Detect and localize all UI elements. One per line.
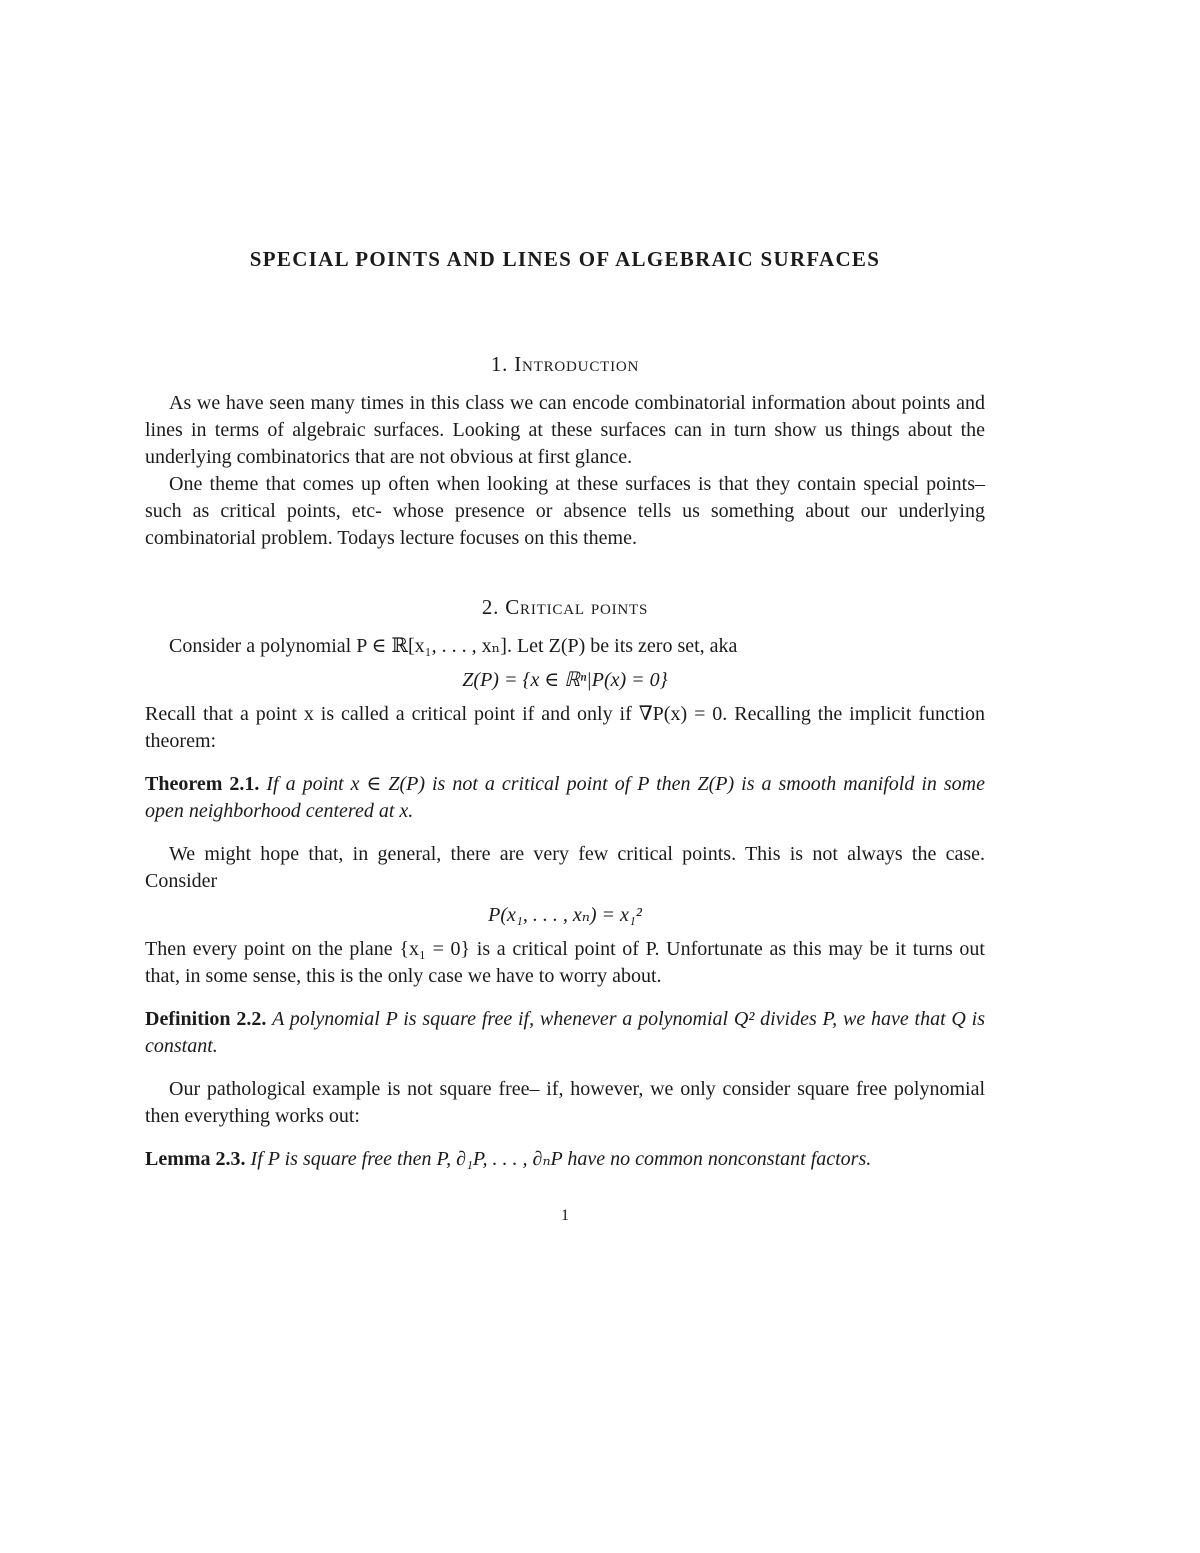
paragraph-recall-critical-point: Recall that a point x is called a critical point if and only if ∇P(x) = 0. Recalling the implicit function theorem:	[145, 703, 985, 752]
lemma-2-3-label: Lemma 2.3.	[145, 1148, 246, 1170]
paragraph-intro-2: One theme that comes up often when looking at these surfaces is that they contain special points– such as critical points, etc- whose presence or absence tells us something about our underlying combinatorial problem. Todays lecture focuses on this theme.	[145, 473, 985, 549]
lemma-2-3-body: If P is square free then P, ∂₁P, . . . , ∂ₙP have no common nonconstant factors.	[250, 1148, 872, 1170]
paragraph-pathological-example: Our pathological example is not square free– if, however, we only consider square free polynomial then everything works out:	[145, 1078, 985, 1127]
theorem-2-1	[145, 771, 985, 825]
paragraph-we-might-hope: We might hope that, in general, there are very few critical points. This is not always the case. Consider	[145, 843, 985, 892]
theorem-2-1-label: Theorem 2.1.	[145, 773, 260, 795]
page-content	[145, 245, 985, 1225]
lemma-2-3	[145, 1146, 985, 1173]
equation-zero-set: Z(P) = {x ∈ ℝⁿ|P(x) = 0}	[462, 669, 668, 691]
paper-title: SPECIAL POINTS AND LINES OF ALGEBRAIC SURFACES	[249, 247, 881, 271]
definition-2-2-body: A polynomial P is square free if, whenever a polynomial Q² divides P, we have that Q is constant.	[145, 1008, 986, 1057]
paragraph-intro-1: As we have seen many times in this class we can encode combinatorial information about points and lines in terms of algebraic surfaces. Looking at these surfaces can in turn show us things about the underlying combinatorics that are not obvious at first glance.	[145, 392, 985, 468]
section-heading-introduction: 1. Introduction	[490, 352, 640, 376]
paragraph-then-every-point: Then every point on the plane {x₁ = 0} is a critical point of P. Unfortunate as this may be it turns out that, in some sense, this is the only case we have to worry about.	[145, 938, 985, 987]
page-number: 1	[561, 1207, 569, 1224]
paragraph-consider-polynomial: Consider a polynomial P ∈ ℝ[x₁, . . . , xₙ]. Let Z(P) be its zero set, aka	[169, 635, 738, 657]
equation-example-polynomial: P(x₁, . . . , xₙ) = x₁²	[488, 904, 642, 926]
definition-2-2-label: Definition 2.2.	[145, 1008, 267, 1030]
section-heading-critical-points: 2. Critical points	[481, 595, 649, 619]
theorem-2-1-body: If a point x ∈ Z(P) is not a critical point of P then Z(P) is a smooth manifold in some open neighborhood centered at x.	[145, 773, 985, 822]
definition-2-2	[145, 1006, 985, 1060]
